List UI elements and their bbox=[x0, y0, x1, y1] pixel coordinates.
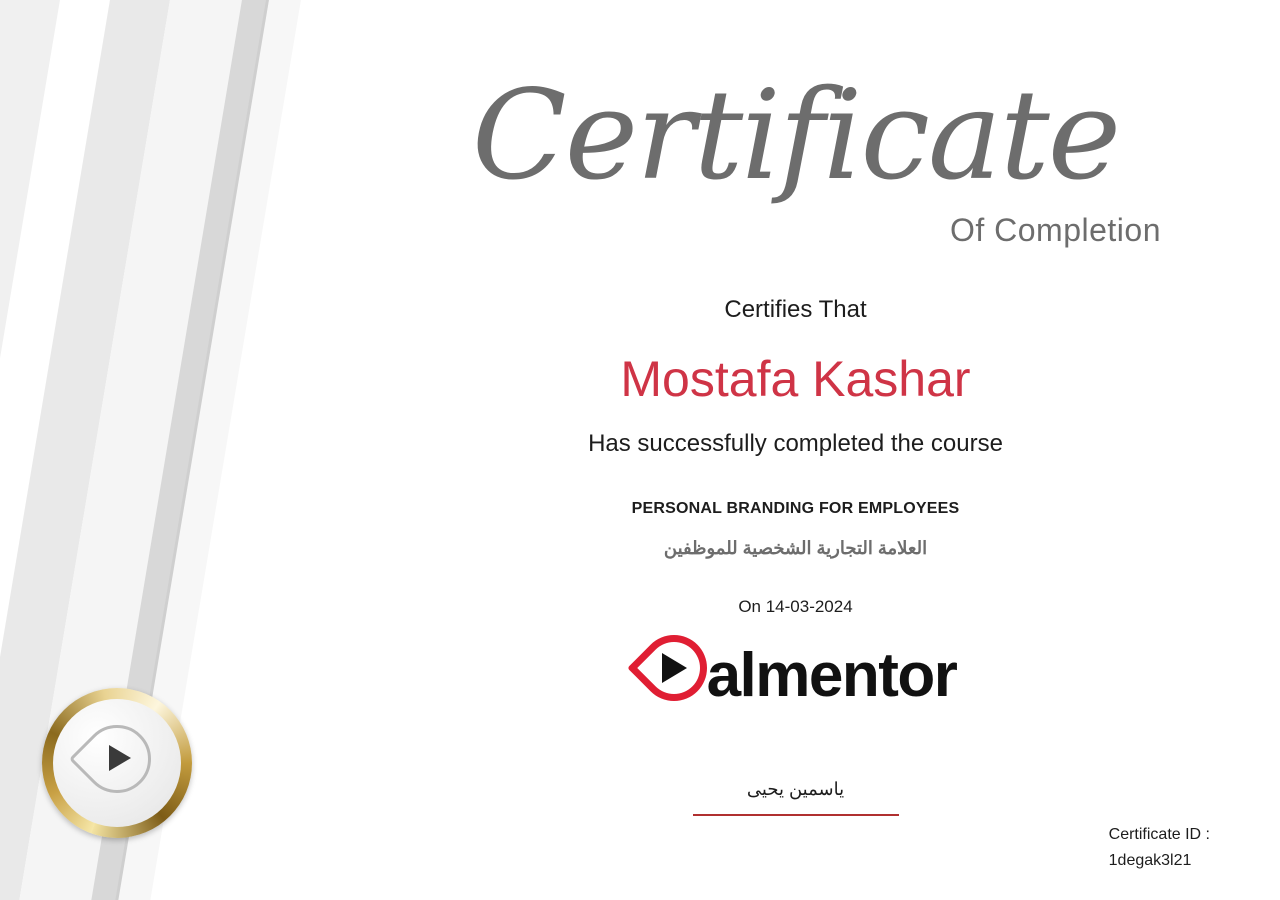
course-title-arabic: العلامة التجارية الشخصية للموظفين bbox=[663, 538, 928, 558]
almentor-wordmark: almentor bbox=[706, 640, 957, 710]
completion-statement: Has successfully completed the course bbox=[588, 430, 1003, 457]
signature-rule bbox=[693, 814, 899, 816]
almentor-logo bbox=[311, 629, 1280, 721]
gold-seal-medallion bbox=[42, 688, 192, 838]
play-triangle-icon bbox=[662, 653, 687, 683]
certificate-title-block bbox=[311, 56, 1280, 256]
recipient-name: Mostafa Kashar bbox=[620, 351, 971, 407]
certificate-title: Certificate bbox=[471, 64, 1120, 208]
signatory-name: ياسمين يحيى bbox=[746, 779, 845, 799]
certificate-content bbox=[311, 0, 1280, 900]
medallion-inner-disc bbox=[53, 699, 181, 827]
course-title-english: PERSONAL BRANDING FOR EMPLOYEES bbox=[631, 500, 960, 517]
play-pin-icon bbox=[83, 725, 151, 793]
certificate-subtitle: Of Completion bbox=[949, 212, 1161, 248]
certificate-id-block bbox=[1109, 822, 1210, 873]
certifies-that-label: Certifies That bbox=[724, 296, 867, 323]
signature-block bbox=[311, 779, 1280, 816]
play-triangle-icon bbox=[109, 745, 131, 771]
completion-date: On 14-03-2024 bbox=[738, 597, 853, 616]
almentor-pin-icon bbox=[635, 629, 713, 721]
certificate-id-value: 1degak3l21 bbox=[1108, 851, 1192, 869]
certificate-id-label: Certificate ID : bbox=[1108, 826, 1210, 843]
